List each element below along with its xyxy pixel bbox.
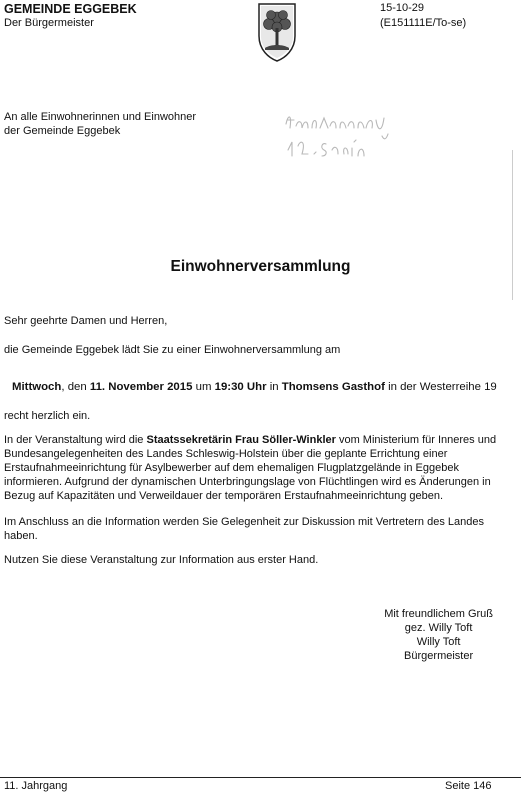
invitation-text: die Gemeinde Eggebek lädt Sie zu einer Einwohnerversammlung am xyxy=(4,344,341,356)
address-line-2: der Gemeinde Eggebek xyxy=(4,125,121,137)
document-date: 15-10-29 xyxy=(380,2,425,14)
recipient-address xyxy=(4,110,196,138)
body-1-pre: In der Veranstaltung wird die xyxy=(4,434,147,446)
signature-signed: gez. Willy Toft xyxy=(404,622,473,634)
scan-edge-line xyxy=(512,150,513,300)
coat-of-arms-icon xyxy=(257,2,297,62)
event-day: Mittwoch xyxy=(12,381,62,393)
footer-volume: 11. Jahrgang xyxy=(4,780,68,792)
signature-name: Willy Toft xyxy=(416,636,461,648)
organization-subtitle: Der Bürgermeister xyxy=(4,17,94,29)
body-paragraph-2: Im Anschluss an die Information werden Sie Gelegenheit zur Diskussion mit Vertretern des Landes haben. xyxy=(4,516,484,542)
address-line-1: An alle Einwohnerinnen und Einwohner xyxy=(4,111,197,123)
body-1-post: vom Ministerium für Inneres und Bundesangelegenheiten des Landes Schleswig-Holstein über die geplante Errichtung einer Erstaufnahmeeinrichtung für Asylbewerber auf dem ehemaligen Flugplatzgelände in Eggebek informieren. Aufgrund der dynamischen Unterbringungslage von Flüchtlingen wird es Änderungen in Bezug auf Kapazitäten und Verweildauer der temporären Erstaufnahmeeinrichtung geben. xyxy=(4,434,497,502)
event-address: in der Westerreihe 19 xyxy=(384,381,497,393)
signature-greeting: Mit freundlichem Gruß xyxy=(384,608,493,620)
footer-page-number: Seite 146 xyxy=(445,780,492,792)
document-reference: (E151111E/To-se) xyxy=(380,17,467,29)
event-date: 11. November 2015 xyxy=(89,381,193,393)
salutation: Sehr geehrte Damen und Herren, xyxy=(4,315,168,327)
closing-phrase: recht herzlich ein. xyxy=(4,410,91,422)
event-sep-1: , den xyxy=(61,381,90,393)
signature-block xyxy=(384,607,493,663)
page-title: Einwohnerversammlung xyxy=(170,258,351,275)
event-line xyxy=(12,381,497,393)
footer-divider xyxy=(0,777,521,778)
event-time: 19:30 Uhr xyxy=(214,381,267,393)
signature-role: Bürgermeister xyxy=(404,650,474,662)
speaker-name: Staatssekretärin Frau Söller-Winkler xyxy=(146,434,336,446)
event-sep-2: um xyxy=(192,381,215,393)
handwritten-note xyxy=(282,106,392,164)
body-paragraph-3: Nutzen Sie diese Veranstaltung zur Information aus erster Hand. xyxy=(4,554,319,566)
event-sep-3: in xyxy=(266,381,282,393)
body-paragraph-1 xyxy=(4,433,516,503)
event-place: Thomsens Gasthof xyxy=(281,381,385,393)
organization-name: GEMEINDE EGGEBEK xyxy=(4,2,137,16)
